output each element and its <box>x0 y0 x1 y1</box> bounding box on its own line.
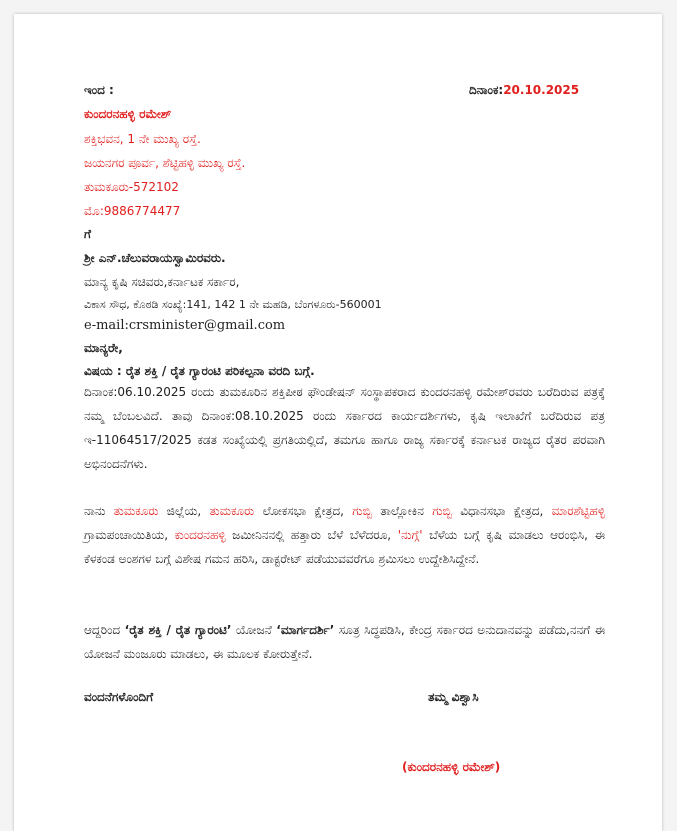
text-run: ವಿಧಾನಸಭಾ ಕ್ಷೇತ್ರದ, <box>451 504 552 518</box>
body-paragraph-1: ದಿನಾಂಕ:06.10.2025 ರಂದು ತುಮಕೂರಿನ ಶಕ್ತಿಪೀಠ ಫೌಂಡೇಷನ್ ಸಂಸ್ಥಾಪಕರಾದ ಕುಂದರನಹಳ್ಳಿ ರಮೇಶ್‌ರವರು ಬರೆದಿರುವ ಪತ್ರಕ್ಕೆ ನಮ್ಮ ಬೆಂಬಲವಿದೆ. ತಾವು ದಿನಾಂಕ:08.10.2025 ರಂದು ಸರ್ಕಾರದ ಕಾರ್ಯದರ್ಶಿಗಳು, ಕೃಷಿ ಇಲಾಖೆಗೆ ಬರೆದಿರುವ ಪತ್ರ ಇ-11064517/2025 ಕಡತ ಸಂಖ್ಯೆಯಲ್ಲಿ ಪ್ರಗತಿಯಲ್ಲಿದೆ, ತಮಗೂ ಹಾಗೂ ರಾಜ್ಯ ಸರ್ಕಾರಕ್ಕೆ ಕರ್ನಾಟಕ ರಾಜ್ಯದ ರೈತರ ಪರವಾಗಿ ಅಭಿನಂದನೆಗಳು. <box>84 385 605 471</box>
text-run: ಆದ್ದರಿಂದ <box>84 623 125 637</box>
date-value: 20.10.2025 <box>503 83 580 97</box>
sender-address-line: ತುಮಕೂರು-572102 <box>84 180 179 194</box>
place-name: ಕುಂದರನಹಳ್ಳಿ <box>174 528 226 542</box>
from-label: ಇಂದ : <box>84 83 114 97</box>
recipient-email[interactable]: e-mail:crsminister@gmail.com <box>84 318 286 333</box>
text-run: ನಾನು <box>84 504 114 518</box>
scheme-name: ‘ರೈತ ಶಕ್ತಿ / ರೈತ ಗ್ಯಾರಂಟಿ’ <box>124 623 232 637</box>
place-name: ತುಮಕೂರು <box>209 504 255 518</box>
text-run: ಲೋಕಸಭಾ ಕ್ಷೇತ್ರದ, <box>254 504 353 518</box>
recipient-line: ಮಾನ್ಯ ಕೃಷಿ ಸಚಿವರು,ಕರ್ನಾಟಕ ಸರ್ಕಾರ, <box>84 275 240 289</box>
recipient-name: ಶ್ರೀ ಎನ್.ಚೆಲುವರಾಯಸ್ವಾಮಿರವರು. <box>84 251 226 265</box>
place-name: ಗುಬ್ಬಿ <box>352 504 373 518</box>
sender-name: ಕುಂದರನಹಳ್ಳಿ ರಮೇಶ್ <box>84 107 172 121</box>
text-run: ಜಮೀನಿನನಲ್ಲಿ ಹತ್ತಾರು ಬೆಳೆ ಬೆಳೆದರೂ, <box>225 528 398 542</box>
text-run: ಗ್ರಾಮಪಂಚಾಯಿತಿಯ, <box>84 528 175 542</box>
text-run: ಯೋಜನೆ <box>231 623 277 637</box>
sender-address-line: ಶಕ್ತಿಭವನ, 1 ನೇ ಮುಖ್ಯ ರಸ್ತೆ. <box>84 132 201 146</box>
text-run: ತಾಲ್ಲೋಕಿನ <box>372 504 433 518</box>
place-name: ತುಮಕೂರು <box>113 504 159 518</box>
salutation: ಮಾನ್ಯರೇ, <box>84 341 123 355</box>
to-label: ಗೆ <box>84 227 91 241</box>
guideline-name: ‘ಮಾರ್ಗದರ್ಶಿ’ <box>276 623 335 637</box>
signature-name: (ಕುಂದರನಹಳ್ಳಿ ರಮೇಶ್) <box>402 760 501 774</box>
date-line <box>469 82 579 98</box>
place-name: ಗುಬ್ಬಿ <box>432 504 452 518</box>
sender-phone: ಮೊ:9886774477 <box>84 204 181 218</box>
subject-line: ವಿಷಯ : ರೈತ ಶಕ್ತಿ / ರೈತ ಗ್ಯಾರಂಟಿ ಪರಿಕಲ್ಪನಾ ವರದಿ ಬಗ್ಗೆ. <box>84 364 315 378</box>
text-run: ಬೆಳೆಯ ಬಗ್ಗೆ ಕೃಷಿ ಮಾಡಲು ಆರಂಭಿಸಿ, ಈ ಕೆಳಕಂಡ ಅಂಶಗಳ ಬಗ್ಗೆ ವಿಶೇಷ ಗಮನ ಹರಿಸಿ, ಡಾಕ್ಟರೇಟ್ ಪಡೆಯುವವರೆಗೂ ಶ್ರಮಿಸಲು ಉದ್ದೇಶಿಸಿದ್ದೇನೆ. <box>84 528 605 566</box>
crop-name: 'ನುಗ್ಗೆ' <box>397 528 423 542</box>
text-run: ಜಿಲ್ಲೆಯ, <box>158 504 210 518</box>
sender-address-line: ಜಯನಗರ ಪೂರ್ವ, ಶೆಟ್ಟಿಹಳ್ಳಿ ಮುಖ್ಯ ರಸ್ತೆ. <box>84 156 246 170</box>
recipient-line: ವಿಕಾಸ ಸೌಧ, ಕೊಠಡಿ ಸಂಖ್ಯೆ:141, 142 1 ನೇ ಮಹಡಿ, ಬೆಂಗಳೂರು-560001 <box>84 298 382 311</box>
text-run: ಸೂತ್ರ ಸಿದ್ಧಪಡಿಸಿ, ಕೇಂದ್ರ ಸರ್ಕಾರದ ಅನುದಾನವನ್ನು ಪಡೆದು,ನನಗೆ ಈ ಯೋಜನೆ ಮಂಜೂರು ಮಾಡಲು, ಈ ಮೂಲಕ ಕೋರುತ್ತೇನೆ. <box>84 623 606 661</box>
closing-thanks: ವಂದನೆಗಳೊಂದಿಗೆ <box>84 690 154 704</box>
date-label: ದಿನಾಂಕ: <box>469 83 504 97</box>
closing-yours: ತಮ್ಮ ವಿಶ್ವಾಸಿ <box>428 690 479 704</box>
place-name: ಮಾರಶೆಟ್ಟಿಹಳ್ಳಿ <box>551 504 605 518</box>
body-paragraph-2 <box>84 499 605 571</box>
body-paragraph-3 <box>84 618 605 666</box>
